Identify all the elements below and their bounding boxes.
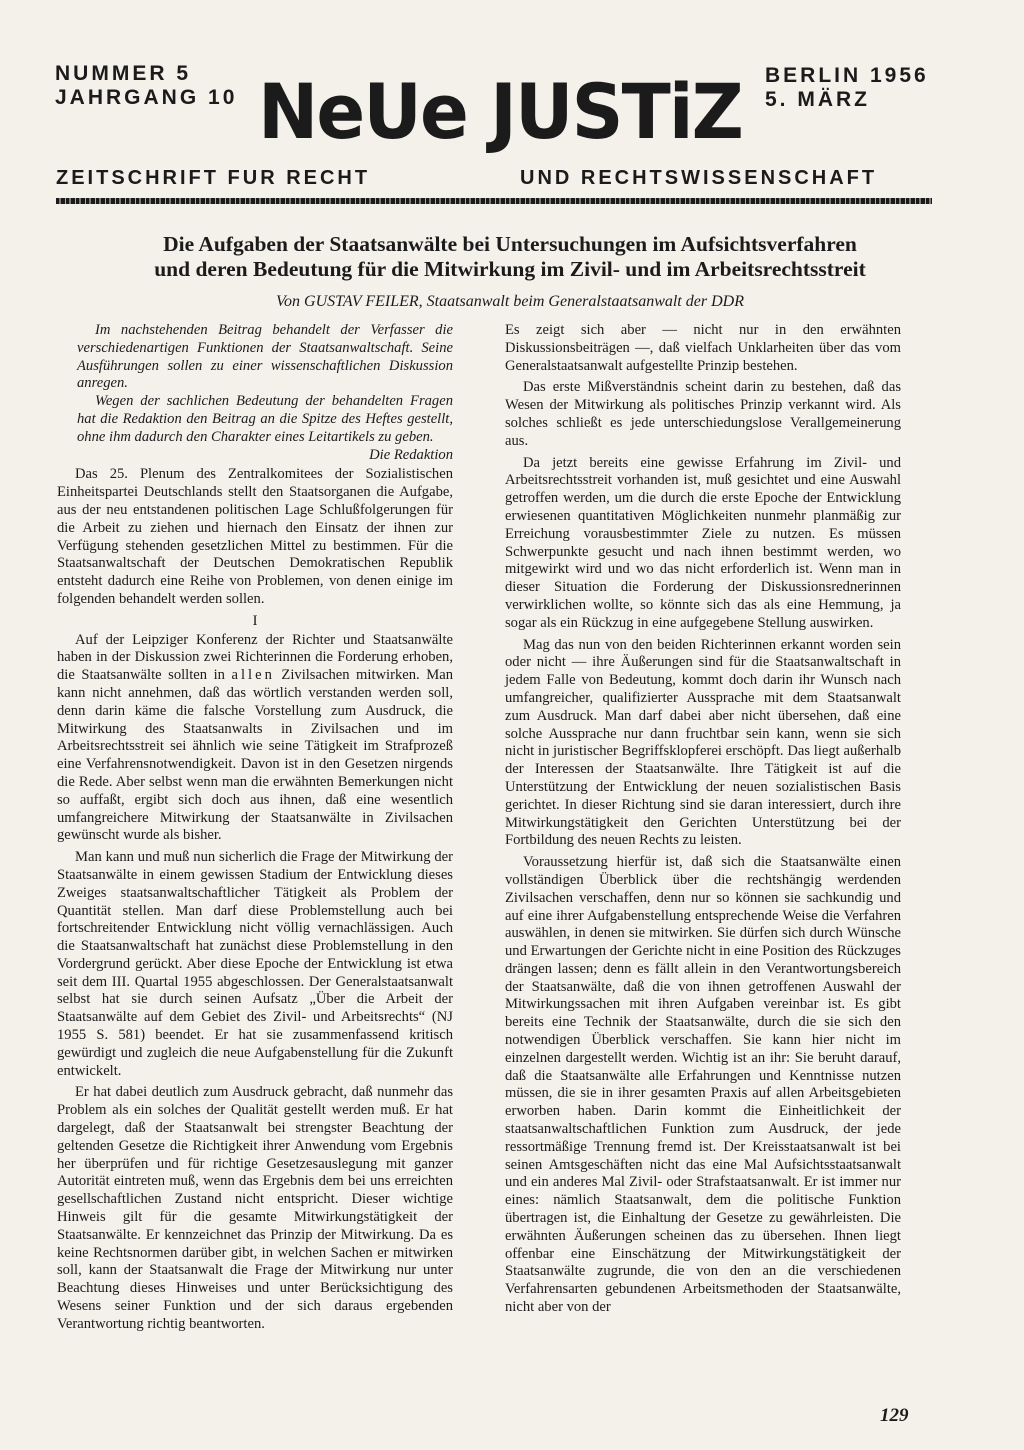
editorial-note-paragraph: Wegen der sachlichen Bedeutung der behandelten Fragen hat die Redaktion den Beitrag an die Spitze des Heftes gestellt, ohne ihm dadurch den Charakter eines Leitartikels zu geben. — [77, 393, 453, 445]
masthead-rule — [56, 198, 932, 204]
body-paragraph: Mag das nun von den beiden Richterinnen erkannt worden sein oder nicht — ihre Äußerungen sind für die Staatsanwaltschaft in jedem Falle von Bedeutung, kommt doch darin ihr Wunsch nach umfangreicher, qualifizierter Aussprache mit dem Staatsanwalt zum Ausdruck. Man darf dabei aber nicht übersehen, daß eine solche Aussprache nur dann fruchtbar sein kann, wenn sie sich nicht in juristischer Begriffsklopferei erschöpft. Das liegt außerhalb der Interessen der Staatsanwälte. Ihre Tätigkeit ist auf die Unterstützung der Entwicklung der neuen sozialistischen Basis gerichtet. In dieser Richtung sind sie daran interessiert, durch ihre Mitwirkungstätigkeit den Gerichten Unterstützung bei der Fortbildung des neuen Rechts zu leisten. — [505, 636, 901, 849]
editorial-note — [57, 322, 453, 447]
subtitle-right: UND RECHTSWISSENSCHAFT — [520, 167, 878, 189]
column-right — [505, 322, 901, 1321]
body-text: Auf der Leipziger Konferenz der Richter und Staatsanwälte haben in der Diskussion zwei Richterinnen die Forderung erhoben, die Staatsanwälte sollten in — [57, 631, 453, 684]
column-left — [57, 322, 453, 1338]
date-info — [765, 64, 929, 112]
body-paragraph: Er hat dabei deutlich zum Ausdruck gebracht, daß nunmehr das Problem als ein solches der Qualität gestellt werden muß. Er hat dargelegt, daß der Staatsanwalt bei strengster Beachtung der geltenden Gesetze die Richtigkeit ihrer Anwendung vom Ergebnis her überprüfen und für richtige Gesetzesauslegung mit ganzer Autorität eintreten muß, wenn das Ergebnis dem bei uns erreichten gesellschaftlichen Zustand nicht entspricht. Dieser wichtige Hinweis gilt für die gesamte Mitwirkungstätigkeit der Staatsanwälte. Er kennzeichnet das Prinzip der Mitwirkung. Da es keine Rechtsnormen darüber gibt, in welchen Sachen er mitwirken soll, kann der Staatsanwalt die Frage der Mitwirkung nur unter Beachtung dieses Hinweises und unter Berücksichtigung des Wesens seiner Funktion und der sich daraus ergebenden Verantwortung richtig beantworten. — [57, 1084, 453, 1332]
body-paragraph: Es zeigt sich aber — nicht nur in den erwähnten Diskussionsbeiträgen —, daß vielfach Unklarheiten über das vom Generalstaatsanwalt aufgestellte Prinzip bestehen. — [505, 322, 901, 374]
place-year: BERLIN 1956 — [765, 64, 929, 87]
journal-logo — [250, 48, 750, 173]
issue-date: 5. MÄRZ — [765, 88, 870, 111]
article-title-line: und deren Bedeutung für die Mitwirkung im Zivil- und im Arbeitsrechtsstreit — [154, 257, 866, 281]
body-text: Zivilsachen mitwirken. Man kann nicht annehmen, daß das wörtlich verstanden werden soll, denn darin käme die falsche Vorstellung zum Ausdruck, die Mitwirkung des Staatsanwalts in Zivilsachen und im Arbeitsrechtsstreit sei ähnlich wie seine Tätigkeit im Strafprozeß eine Verfahrensnotwendigkeit. Davon ist in den Gesetzen nirgends die Rede. Aber selbst wenn man die erwähnten Bemerkungen nicht so auffaßt, ergibt sich doch aus ihnen, daß eine wesentlich umfangreichere Mitwirkung der Staatsanwälte in Zivilsachen gewünscht wurde als bisher. — [57, 667, 453, 844]
article-title — [40, 232, 980, 282]
section-heading: I — [252, 612, 258, 629]
article-byline: Von GUSTAV FEILER, Staatsanwalt beim Generalstaatsanwalt der DDR — [276, 293, 744, 310]
volume-number: JAHRGANG 10 — [55, 86, 238, 109]
issue-number: NUMMER 5 — [55, 62, 192, 85]
journal-logo-text: NeUe JUSTiZ — [258, 67, 742, 156]
body-paragraph — [57, 632, 453, 846]
subtitle-left: ZEITSCHRIFT FUR RECHT — [56, 167, 371, 189]
body-paragraph: Voraussetzung hierfür ist, daß sich die Staatsanwälte einen vollständigen Überblick über die rechtshängig werdenden Zivilsachen verschaffen, denn nur so können sie sachkundig und auf eine ihrer Aufgabenstellung entsprechende Weise die Verfahren auswählen, in denen sie mitwirken. Sie dürfen sich durch Wünsche und Erwartungen der Gerichte nicht in eine Position des Rückzuges drängen lassen; denn es fällt allein in den Verantwortungsbereich der Staatsanwälte, daß die von ihnen getroffenen Auswahl der Mitwirkungssachen mit ihren Aufgaben vereinbar ist. Es gibt bereits eine Technik der Staatsanwälte, durch die sie sich den notwendigen Überblick verschaffen. Sie kann hier nicht im einzelnen dargestellt werden. Wichtig ist an ihr: Sie beruht darauf, daß die Staatsanwälte alle Erfahrungen und Kenntnisse nutzen müssen, die sie in ihrer gesamten Praxis auf allen Arbeitsgebieten erworben haben. Darin kommt die Einheitlichkeit der staatsanwaltschaftlichen Funktion zum Ausdruck, der jede ressortmäßige Trennung fremd ist. Der Kreisstaatsanwalt ist bei seinen Amtsgeschäften nicht das eine Mal Aufsichtsstaatsanwalt und ein anderes Mal Zivil- oder Strafstaatsanwalt. Er ist immer nur eines: nämlich Staatsanwalt, dem die politische Funktion übertragen ist, die Einhaltung der Gesetze zu gewährleisten. Die erwähnten Äußerungen scheinen das zu übersehen. Ihnen liegt offenbar eine Einschätzung der Mitwirkungstätigkeit der Staatsanwälte zugrunde, die von den an die verschiedenen Verfahrensarten gebundenen Arbeitsmethoden der Staatsanwälte, nicht aber von der — [505, 854, 901, 1316]
emphasized-word: allen — [231, 667, 275, 684]
body-paragraph: Man kann und muß nun sicherlich die Frage der Mitwirkung der Staatsanwälte in einem gewissen Stadium der Entwicklung dieses Zweiges staatsanwaltschaftlicher Tätigkeit als Problem der Quantität stellen. Man darf diese Problemstellung auch bei fortschreitender Entwicklung nicht völlig vernachlässigen. Auch die Staatsanwaltschaft hat zunächst diese Problemstellung in den Vordergrund gerückt. Aber diese Epoche der Entwicklung ist etwa seit dem III. Quartal 1955 abgeschlossen. Der Generalstaatsanwalt selbst hat sie durch seinen Aufsatz „Über die Arbeit der Staatsanwälte auf dem Gebiet des Zivil- und Arbeitsrechts“ (NJ 1955 S. 581) beendet. Er hat sie zusammenfassend kritisch gewürdigt und zugleich die neue Aufgabenstellung für die Zukunft entwickelt. — [57, 849, 453, 1079]
issue-info — [55, 62, 237, 110]
page-number: 129 — [880, 1405, 909, 1426]
body-paragraph: Da jetzt bereits eine gewisse Erfahrung im Zivil- und Arbeitsrechtsstreit vorhanden ist, muß gesichtet und eine Auswahl getroffen werden, um die durch die erste Epoche der Entwicklung erwiesenen quantitativen Möglichkeiten nunmehr planmäßig zur Erreichung vorausbestimmter Ziele zu nutzen. Es müssen Schwerpunkte gesucht und nach ihnen bestimmt werden, wo mitgewirkt wird und wo das nicht erforderlich ist. Wenn man in dieser Situation die Forderung der Diskussionsrednerinnen verwirklichen wollte, so könnte sich das als eine Hemmung, ja sogar als ein Rückzug in eine aufgegebene Stellung auswirken. — [505, 454, 901, 631]
editorial-note-paragraph: Im nachstehenden Beitrag behandelt der Verfasser die verschiedenartigen Funktionen der Staatsanwaltschaft. Seine Ausführungen sollen zu einer wissenschaftlichen Diskussion anregen. — [77, 322, 453, 392]
article-title-line: Die Aufgaben der Staatsanwälte bei Untersuchungen im Aufsichtsverfahren — [163, 232, 857, 256]
body-paragraph: Das erste Mißverständnis scheint darin zu bestehen, daß das Wesen der Mitwirkung als politisches Prinzip verkannt wird. Als solches schließt es jede unterschiedungslose Verallgemeinerung aus. — [505, 379, 901, 449]
intro-paragraph: Das 25. Plenum des Zentralkomitees der Sozialistischen Einheitspartei Deutschlands stellt den Staatsorganen die Aufgabe, aus der neu entstandenen politischen Lage Schlußfolgerungen für die Arbeit zu ziehen und hiernach den Einsatz der ihnen zur Verfügung stehenden gesetzlichen Mittel zu bestimmen. Für die Staatsanwaltschaft der Deutschen Demokratischen Republik entsteht dadurch eine Reihe von Problemen, von denen einige im folgenden behandelt werden sollen. — [57, 466, 453, 607]
editorial-signature: Die Redaktion — [369, 446, 453, 463]
